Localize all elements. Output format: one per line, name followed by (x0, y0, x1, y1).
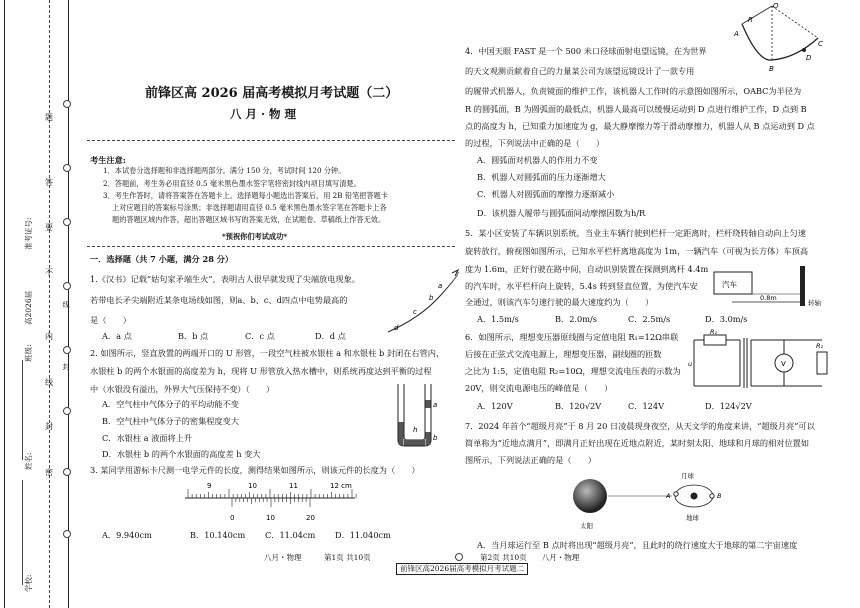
name-label: 姓名: (24, 452, 33, 470)
name-blank (22, 360, 23, 460)
main-scale-label: 10 (248, 482, 257, 490)
fig-label: h (413, 426, 418, 434)
q3-option-c[interactable]: C．11.04cm (265, 530, 316, 540)
exam-subtitle: 八 月 · 物 理 (230, 107, 297, 121)
vernier-label: 20 (306, 514, 315, 522)
fig-label: V (781, 360, 786, 368)
q5-option-c[interactable]: C．2.5m/s (628, 314, 671, 324)
q5-stem: 的汽车时，水平栏杆向上旋转，5.4s 转到竖直位置，为使汽车安 (465, 281, 698, 291)
q4-stem: 的过程，下列说法中正确的是（ ） (465, 138, 605, 148)
resistor-r2 (817, 352, 827, 374)
q2-option-a[interactable]: A．空气柱中气体分子的平均动能不变 (102, 399, 239, 409)
resistor-r1 (704, 335, 726, 345)
seal-circle (63, 407, 71, 415)
fig-label: b (433, 434, 438, 442)
q4-option-a[interactable]: A．圆弧面对机器人的作用力不变 (477, 155, 598, 165)
seal-line-char: 封 (62, 363, 70, 371)
q1-stem: 若带电长矛尖端附近某条电场线如图，则a、b、c、d四点中电势最高的 (90, 295, 348, 305)
q6-stem: 之比为 1:5，定值电阻 R₂=10Ω，理想交流电压表的示数为 (465, 366, 681, 376)
seal-char: 内 (45, 332, 53, 341)
q2-option-b[interactable]: B．空气柱中气体分子的密集程度变大 (102, 416, 240, 426)
fig-label: C (818, 40, 823, 48)
footer-center-box: 前锋区高2026届高考模拟月考试题二 (396, 563, 528, 575)
q1-stem: 1.《汉书》记载“姑句家矛端生火”，表明古人很早就发现了尖端放电现象。 (90, 274, 360, 284)
notice-item: 题的答题区域内作答，超出答题区域书写的答案无效，在试题卷、草稿纸上作答无效。 (112, 215, 386, 224)
q3-option-a[interactable]: A．9.940cm (102, 530, 152, 540)
q1-stem: 是（ ） (90, 315, 131, 325)
seal-circle (63, 218, 71, 226)
fig-label: A (666, 492, 671, 500)
class-label: 班级: (24, 344, 33, 362)
q6-option-d[interactable]: D．124√2V (705, 401, 752, 411)
seal-dashed-line (49, 0, 50, 608)
school-label: 学校: (24, 574, 33, 592)
school-blank (22, 480, 23, 585)
mercury-b-left (399, 422, 404, 445)
center-hole (455, 553, 463, 561)
main-scale (188, 489, 356, 498)
q5-stem: 全通过，则该汽车匀速行驶的最大速度约为（ ） (465, 297, 654, 307)
q5-option-a[interactable]: A．1.5m/s (477, 314, 519, 324)
q4-stem: 点的高度为 h，已知重力加速度为 g，最大静摩擦力等于滑动摩擦力，机器人从 B 点运动到 D 点 (465, 121, 815, 131)
q2-stem: 水银柱 b 的两个水银面的高度差为 h，现将 U 形管放入热水槽中，则系统再度达到平衡的过程 (90, 366, 432, 376)
exam-id-label: 准考证号: (24, 217, 33, 250)
q4-option-d[interactable]: D．该机器人履带与圆弧面间动摩擦因数为h/R (477, 208, 646, 218)
fig-label: 月球 (681, 472, 694, 480)
fig-label: 地球 (686, 514, 699, 522)
q1-option-c[interactable]: C．c 点 (245, 331, 275, 341)
q6-stem: 20V，则交流电源电压的峰值是（ ） (465, 383, 613, 393)
fig-label: c (413, 308, 417, 316)
fig-label: b (429, 294, 434, 302)
notice-item: 上对应题目的答案标号涂黑；非选择题请用直径 0.5 毫米黑色墨水签字笔在答题卡上各 (112, 203, 387, 212)
q5-stem: 5．某小区安装了车辆识别系统，当业主车辆行驶到栏杆一定距离时，栏杆绕转轴自动向上匀速 (465, 228, 806, 238)
seal-char: 密 (45, 468, 53, 477)
divider-bottom (87, 246, 455, 247)
seal-circle (63, 468, 71, 476)
q7-stem: 图所示，下列说法正确的是（ ） (465, 455, 597, 465)
fig-label: 转轴 (808, 299, 821, 307)
q6-stem: 后接在正弦式交流电源上，理想变压器，副线圈的匝数 (465, 349, 662, 359)
seal-circle (63, 346, 71, 354)
fig-label: B (717, 492, 722, 500)
q2-option-c[interactable]: C．水银柱 a 液面将上升 (102, 433, 193, 443)
grade-label: 高2026届 (24, 290, 33, 325)
fig-label: B (769, 65, 774, 73)
q4-stem: 的天文观测贡献着自己的力量某公司为该望远镜设计了一款专用 (465, 66, 695, 76)
main-scale-label: 11 (289, 482, 298, 490)
seal-char: 封 (45, 422, 53, 431)
seal-char: 不 (45, 268, 53, 277)
q6-option-a[interactable]: A．120V (477, 401, 513, 411)
q3-option-d[interactable]: D．11.040cm (335, 530, 391, 540)
fig-label: a (438, 282, 443, 290)
q3-vernier-figure (180, 478, 360, 522)
q4-stem: 的履带式机器人，负责镜面的维护工作，该机器人工作时的示意图如图所示，OABC为半径为 (465, 86, 802, 96)
q5-option-d[interactable]: D．3.0m/s (705, 314, 748, 324)
q4-option-b[interactable]: B．机器人对圆弧面的压力逐渐增大 (477, 172, 606, 182)
q2-stem: 2. 如图所示，竖直放置的两端开口的 U 形管，一段空气柱被水银柱 a 和水银柱 b 封闭在右管内， (90, 348, 445, 358)
seal-circle (63, 164, 71, 172)
binding-edge-line (4, 0, 5, 608)
q5-stem: 度为 1.6m，正好行驶在路中间，自动识别装置在探测到离杆 4.4m (465, 264, 709, 274)
blessing: *预祝你们考试成功* (222, 232, 288, 241)
fig-label: O (773, 2, 779, 10)
q1-option-d[interactable]: D．d 点 (315, 331, 346, 341)
notice-item: 2．答题前，考生务必用直径 0.5 毫米黑色墨水签字笔将密封线内项目填写清楚。 (103, 179, 361, 188)
mercury-b-right (426, 432, 431, 445)
q6-option-c[interactable]: C．124V (628, 401, 664, 411)
notice-item: 1．本试卷分选择题和非选择题两部分。满分 150 分，考试时间 120 分钟。 (103, 166, 346, 175)
fig-label: R (748, 16, 753, 24)
vernier-scale (232, 498, 310, 507)
radius-c (772, 6, 818, 38)
q5-stem: 旋转放行，俯视图如图所示，已知水平栏杆离地高度为 1m，一辆汽车（可视为长方体）车顶高 (465, 246, 809, 256)
seal-char: 题 (45, 113, 53, 122)
page-footer-right: 第2页 共10页 八月・物理 (480, 553, 580, 562)
fig-label: D (806, 54, 812, 62)
field-line (388, 272, 458, 332)
seal-circle (63, 530, 71, 538)
main-scale-label: 9 (207, 482, 212, 490)
seal-circle (63, 100, 71, 108)
robot-point-d (802, 48, 806, 52)
mercury-bottom (404, 440, 425, 446)
q7-stem: 7．2024 年首个“超级月亮”于 8 月 20 日凌晨现身夜空，从天文学的角度来讲，“超级月亮”可以 (465, 421, 815, 431)
q1-option-a[interactable]: A．a 点 (102, 331, 132, 341)
seal-char: 要 (45, 223, 53, 232)
page-footer-left: 八月・物理 第1页 共10页 (264, 553, 371, 562)
notice-item: 3．考生作答时，请将答案答在答题卡上。选择题每小题选出答案后，用 2B 铅笔把答题卡 (103, 191, 388, 200)
moon-b (710, 494, 714, 498)
notice-heading: 考生注意: (90, 155, 126, 165)
vernier-label: 10 (266, 514, 275, 522)
fig-label: 太阳 (580, 522, 593, 530)
q1-option-b[interactable]: B．b 点 (178, 331, 209, 341)
fig-label: 汽车 (722, 280, 737, 289)
q4-option-c[interactable]: C．机器人对圆弧面的摩擦力逐渐减小 (477, 189, 615, 199)
q5-gate-figure (712, 262, 832, 308)
main-scale-label: 12 cm (330, 482, 352, 490)
barrier-arm (800, 266, 805, 306)
q7-stem: 简单称为“近地点满月”，即满月正好出现在近地点附近，某时刻太阳、地球和月球的相对位置如 (465, 438, 810, 448)
exam-title: 前锋区高 2026 届高考模拟月考试题（二） (145, 86, 399, 101)
fig-label: d (394, 324, 399, 332)
fig-label: 0.8m (760, 294, 777, 302)
fig-label: A (734, 30, 739, 38)
seal-char: 答 (45, 178, 53, 187)
section1-heading: 一．选择题（共 7 小题，满分 28 分） (90, 254, 234, 264)
q7-orbit-figure (560, 468, 740, 530)
q3-stem: 3. 某同学用游标卡尺测一电学元件的长度，测得结果如图所示，则该元件的长度为（ ） (90, 465, 420, 475)
divider-top (87, 140, 455, 141)
q6-transformer-figure (688, 326, 830, 394)
q4-arc-figure (728, 0, 828, 74)
q2-option-d[interactable]: D．水银柱 b 的两个水银面的高度差 h 变大 (102, 449, 261, 459)
radius-line (742, 6, 772, 24)
fig-label: R₁ (710, 328, 718, 336)
q6-stem: 6．如图所示，理想变压器原线圈与定值电阻 R₁=12Ω串联 (465, 332, 679, 342)
fig-label: u (688, 360, 693, 368)
seal-line-char: 线 (62, 301, 70, 309)
seal-char: 线 (45, 378, 53, 387)
moon-a (674, 492, 678, 496)
q7-option-a[interactable]: A．当月球运行至 B 点时将出现“超级月亮”，且此时的绕行速度大于地球的第二宇宙速度 (477, 540, 798, 550)
q6-option-b[interactable]: B．120√2V (555, 401, 602, 411)
seal-circle (63, 282, 71, 290)
q3-option-b[interactable]: B．10.140cm (190, 530, 246, 540)
q1-field-line-figure (380, 268, 462, 338)
q2-stem: 中（水银没有溢出，外界大气压保持不变）（ ） (90, 384, 275, 394)
q4-stem: R 的圆弧面，B 为圆弧面的最低点，机器人最高可以缓慢运动到 D 点进行维护工作，D 点到 B (465, 104, 807, 114)
q2-u-tube-figure (390, 382, 440, 450)
sun (573, 479, 607, 513)
vernier-label: 0 (230, 514, 235, 522)
earth (691, 493, 698, 500)
fig-label: a (433, 401, 438, 409)
q4-stem: 4．中国天眼 FAST 是一个 500 米口径球面射电望远镜，在为世界 (465, 46, 707, 56)
fig-label: R₂ (816, 342, 824, 350)
mercury-a (426, 400, 431, 408)
q5-option-b[interactable]: B．2.0m/s (555, 314, 597, 324)
